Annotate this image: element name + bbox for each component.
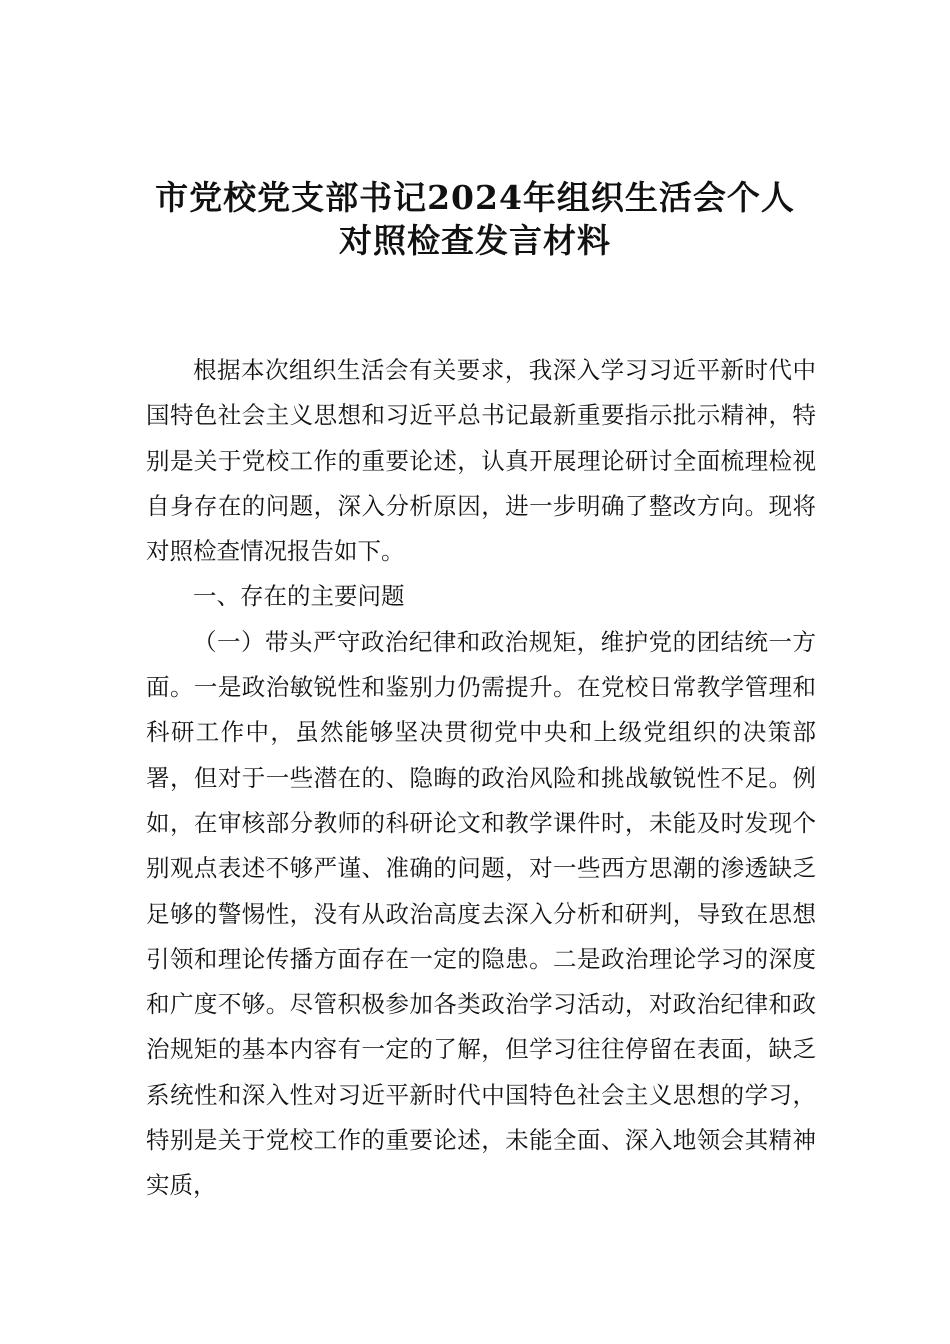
section-paragraph: （一）带头严守政治纪律和政治规矩，维护党的团结统一方面。一是政治敏锐性和鉴别力仍需提升。在党校日常教学管理和科研工作中，虽然能够坚决贯彻党中央和上级党组织的决策部署，但对于一些潜在的、隐晦的政治风险和挑战敏锐性不足。例如，在审核部分教师的科研论文和教学课件时，未能及时发现个别观点表述不够严谨、准确的问题，对一些西方思潮的渗透缺乏足够的警惕性，没有从政治高度去深入分析和研判，导致在思想引领和理论传播方面存在一定的隐患。二是政治理论学习的深度和广度不够。尽管积极参加各类政治学习活动，对政治纪律和政治规矩的基本内容有一定的了解，但学习往往停留在表面，缺乏系统性和深入性对习近平新时代中国特色社会主义思想的学习，特别是关于党校工作的重要论述，未能全面、深入地领会其精神实质， bbox=[146, 627, 816, 1200]
section-heading: 一、存在的主要问题 bbox=[193, 582, 405, 611]
document-title-line-2: 对照检查发言材料 bbox=[339, 221, 611, 260]
document-title-line-1: 市党校党支部书记2024年组织生活会个人 bbox=[155, 178, 795, 217]
intro-paragraph: 根据本次组织生活会有关要求，我深入学习习近平新时代中国特色社会主义思想和习近平总书记最新重要指示批示精神，特别是关于党校工作的重要论述，认真开展理论研讨全面梳理检视自身存在的问题，深入分析原因，进一步明确了整改方向。现将对照检查情况报告如下。 bbox=[146, 356, 816, 566]
document-body bbox=[146, 348, 816, 1209]
